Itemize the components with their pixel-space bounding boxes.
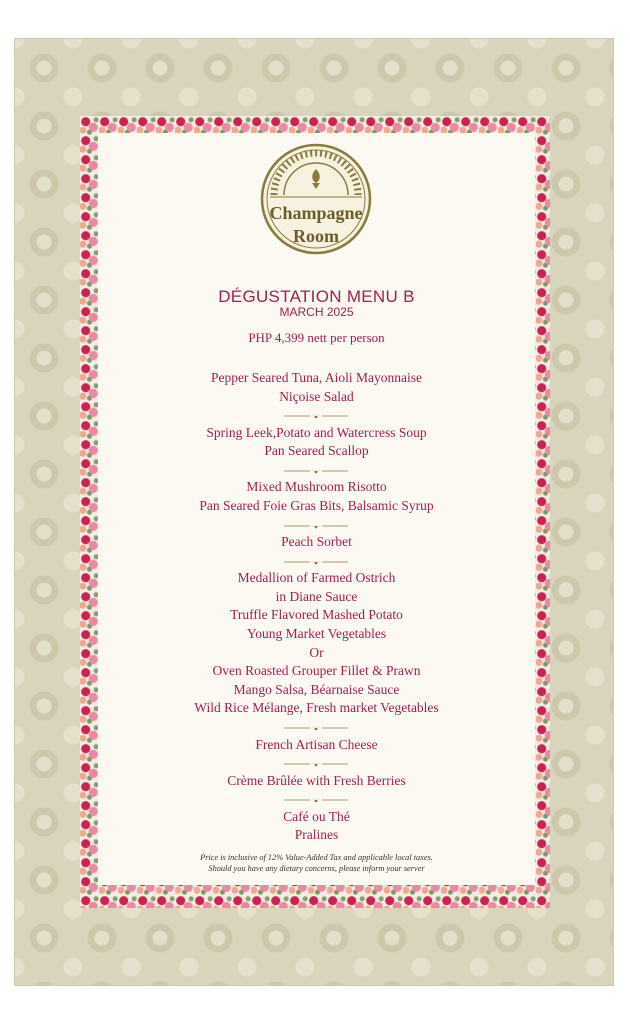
- menu-price: PHP 4,399 nett per person: [248, 330, 385, 345]
- course-2-line: Spring Leek,Potato and Watercress Soup: [206, 424, 427, 440]
- course-1-line: Pepper Seared Tuna, Aioli Mayonnaise: [210, 370, 423, 385]
- logo-text-room: Room: [293, 226, 339, 246]
- dietary-note: Should you have any dietary concerns, please inform your server: [208, 864, 425, 873]
- course-5-line: in Diane Sauce: [275, 588, 358, 604]
- ornament-divider: [284, 724, 348, 732]
- course-8-line: Café ou Thé: [283, 808, 350, 824]
- course-6-line: French Artisan Cheese: [255, 736, 378, 752]
- tax-note: Price is inclusive of 12% Value-Added Tax and applicable local taxes.: [200, 853, 433, 862]
- ornament-divider: [284, 796, 348, 804]
- course-5-line: Wild Rice Mélange, Fresh market Vegetables: [194, 700, 439, 716]
- course-7-line: Crème Brûlée with Fresh Berries: [227, 772, 406, 788]
- course-5-line: Truffle Flavored Mashed Potato: [230, 607, 403, 623]
- course-3-line: Pan Seared Foie Gras Bits, Balsamic Syrup: [199, 498, 434, 513]
- course-8-line: Pralines: [294, 827, 339, 843]
- logo-text-champagne: Champagne: [269, 203, 363, 223]
- champagne-room-logo: [258, 143, 374, 255]
- ornament-divider: [284, 522, 348, 530]
- course-5-line: Oven Roasted Grouper Fillet & Prawn: [212, 663, 421, 679]
- course-5-line: Medallion of Farmed Ostrich: [237, 570, 396, 586]
- course-5-line: Mango Salsa, Béarnaise Sauce: [233, 681, 400, 697]
- course-1-line: Niçoise Salad: [279, 388, 354, 404]
- ornament-divider: [284, 558, 348, 566]
- course-3-line: Mixed Mushroom Risotto: [246, 479, 387, 495]
- ornament-divider: [284, 467, 348, 475]
- course-5-line: Or: [309, 644, 324, 660]
- course-4-line: Peach Sorbet: [281, 534, 352, 550]
- menu-date: MARCH 2025: [279, 305, 354, 319]
- menu-title: DÉGUSTATION MENU B: [218, 287, 415, 306]
- ornament-divider: [284, 412, 348, 420]
- ornament-divider: [284, 760, 348, 768]
- course-5-line: Young Market Vegetables: [246, 626, 387, 641]
- course-2-line: Pan Seared Scallop: [264, 443, 369, 459]
